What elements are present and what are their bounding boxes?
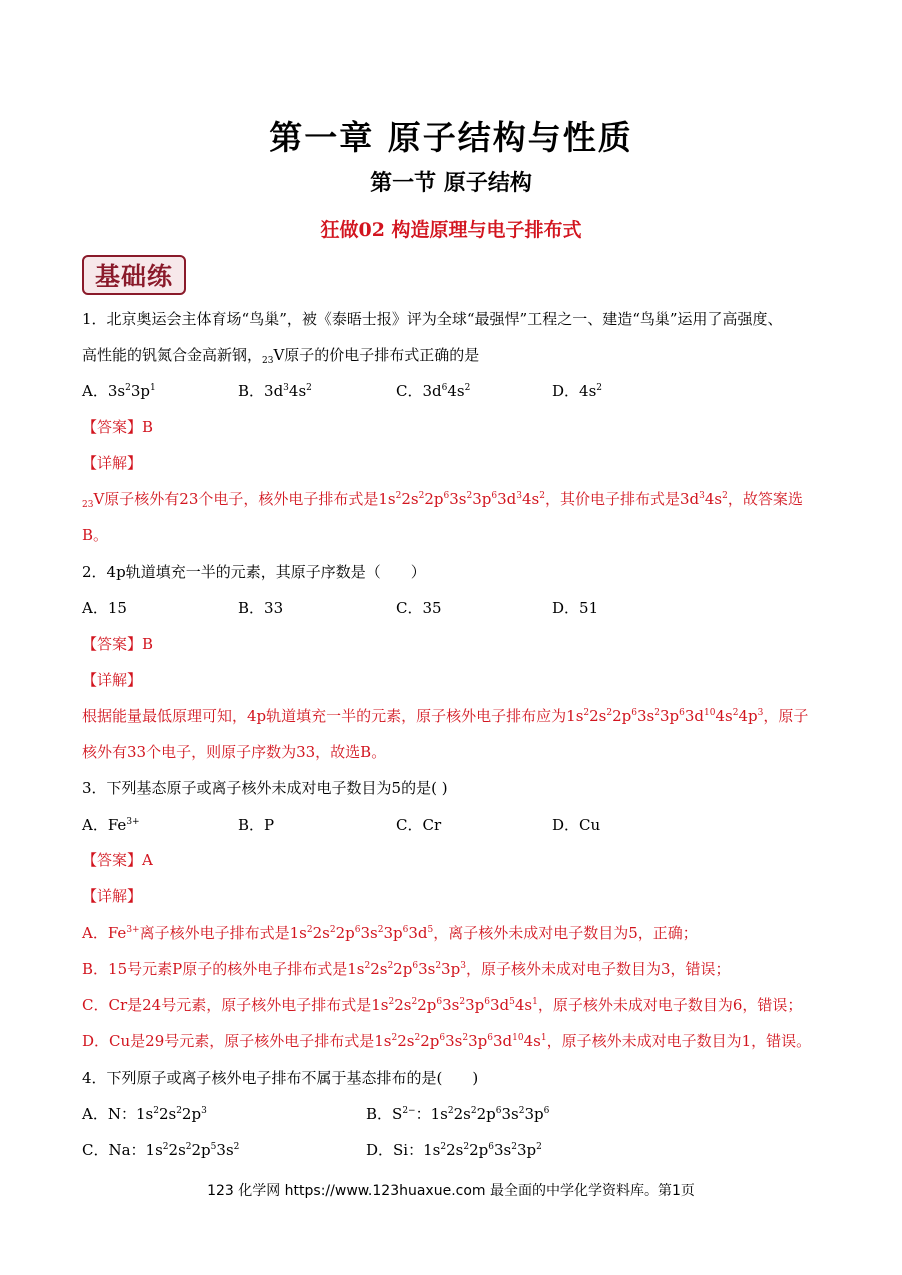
q1-option-c[interactable]: C．$3d^64s^2$ xyxy=(396,382,471,400)
q4-option-c[interactable]: C．Na：$1s^22s^22p^53s^2$ xyxy=(82,1141,240,1159)
q2-stem: 2．4p轨道填充一半的元素，其原子序数是（ ） xyxy=(82,563,426,581)
q3-answer: 【答案】A xyxy=(82,851,153,869)
q4-option-d[interactable]: D．Si：$1s^22s^22p^63s^23p^2$ xyxy=(366,1141,542,1159)
q1-option-a[interactable]: A．$3s^23p^1$ xyxy=(82,382,156,400)
q2-explain-label: 【详解】 xyxy=(82,671,143,689)
q3-explain-c: C．Cr是24号元素，原子核外电子排布式是$1s^22s^22p^63s^23p^63d^54s^1$，原子核外未成对电子数目为6，错误； xyxy=(82,996,803,1014)
q4-option-b[interactable]: B．$S^{2-}$：$1s^22s^22p^63s^23p^6$ xyxy=(366,1105,550,1123)
q3-option-a[interactable]: A．$Fe^{3+}$ xyxy=(82,816,140,834)
q1-option-b[interactable]: B．$3d^34s^2$ xyxy=(238,382,312,400)
q2-answer: 【答案】B xyxy=(82,635,154,653)
q3-explain-a: A．$Fe^{3+}$离子核外电子排布式是$1s^22s^22p^63s^23p^63d^5$，离子核外未成对电子数目为5，正确； xyxy=(82,924,698,942)
q1-option-d[interactable]: D．$4s^2$ xyxy=(552,382,603,400)
q3-stem: 3．下列基态原子或离子核外未成对电子数目为5的是( ) xyxy=(82,779,448,797)
q3-explain-d: D．Cu是29号元素，原子核外电子排布式是$1s^22s^22p^63s^23p^63d^{10}4s^1$，原子核外未成对电子数目为1，错误。 xyxy=(82,1032,812,1050)
q1-stem-line1: 1．北京奥运会主体育场“鸟巢”，被《泰晤士报》评为全球“最强悍”工程之一、建造“鸟巢”运用了高强度、 xyxy=(82,310,783,328)
section-title: 第一节 原子结构 xyxy=(370,171,532,196)
q3-option-d[interactable]: D．Cu xyxy=(552,816,601,834)
q3-option-c[interactable]: C．Cr xyxy=(396,816,442,834)
q1-explain-line1: $_{23}$V原子核外有23个电子，核外电子排布式是$1s^22s^22p^63s^23p^63d^34s^2$，其价电子排布式是$3d^34s^2$，故答案选 xyxy=(82,490,803,510)
q3-option-b[interactable]: B．P xyxy=(238,816,275,834)
q2-option-d[interactable]: D．51 xyxy=(552,599,599,617)
q1-explain-label: 【详解】 xyxy=(82,454,143,472)
q1-explain-line2: B。 xyxy=(82,526,109,544)
q4-stem: 4．下列原子或离子核外电子排布不属于基态排布的是( ) xyxy=(82,1069,479,1087)
chapter-title: 第一章 原子结构与性质 xyxy=(269,118,633,157)
q4-option-a[interactable]: A．N：$1s^22s^22p^3$ xyxy=(82,1105,207,1123)
basic-practice-badge: 基础练 xyxy=(82,255,186,295)
q1-stem-line2: 高性能的钒氮合金高新钢，$_{23}$V原子的价电子排布式正确的是 xyxy=(82,346,480,366)
q2-option-c[interactable]: C．35 xyxy=(396,599,442,617)
q2-explain-line2: 核外有33个电子，则原子序数为33，故选B。 xyxy=(82,743,387,761)
q2-explain-line1: 根据能量最低原理可知，4p轨道填充一半的元素，原子核外电子排布应为$1s^22s^22p^63s^23p^63d^{10}4s^24p^3$，原子 xyxy=(82,707,809,725)
q2-option-b[interactable]: B．33 xyxy=(238,599,284,617)
q1-answer: 【答案】B xyxy=(82,418,154,436)
q3-explain-b: B．15号元素P原子的核外电子排布式是$1s^22s^22p^63s^23p^3$，原子核外未成对电子数目为3，错误； xyxy=(82,960,731,978)
q2-option-a[interactable]: A．15 xyxy=(82,599,127,617)
topic-title: 狂做02 构造原理与电子排布式 xyxy=(320,219,582,241)
page-footer: 123 化学网 https://www.123huaxue.com 最全面的中学化学资料库。第1页 xyxy=(207,1183,695,1199)
q3-explain-label: 【详解】 xyxy=(82,887,143,905)
